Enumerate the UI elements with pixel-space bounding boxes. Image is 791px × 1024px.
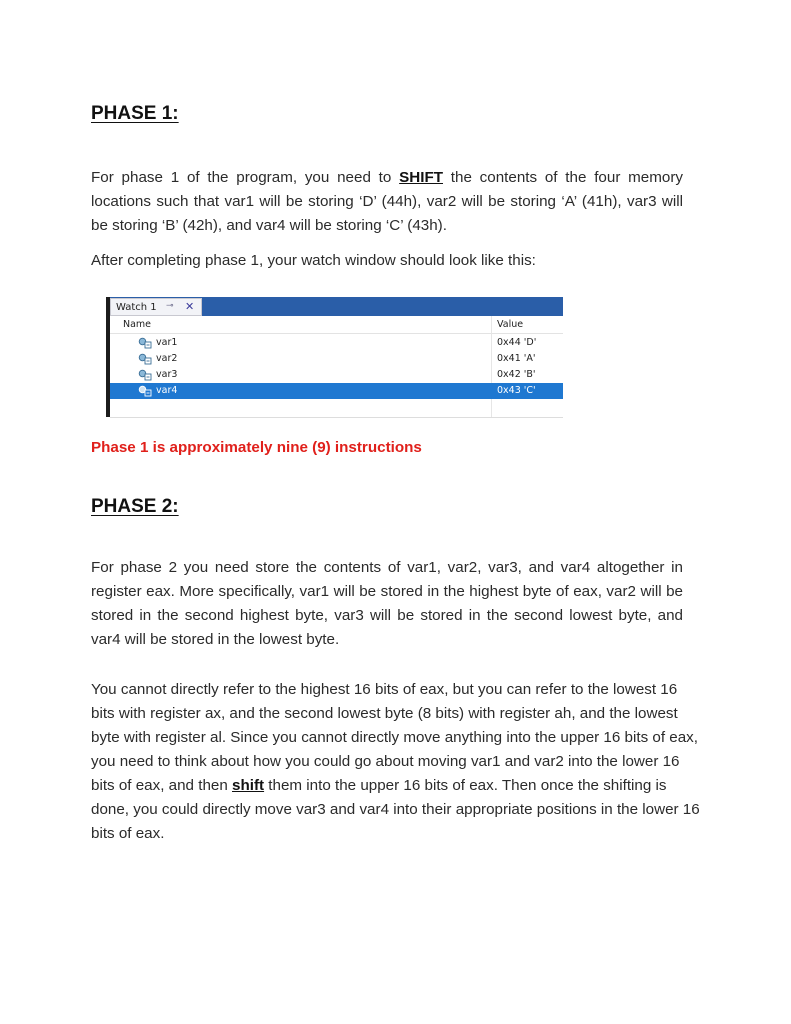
phase2-p2-text-b: them into the upper 16 bits of eax. Then once the shifting is done, you could directly move var3 and var4 into their appropriate positions in the lower 16 bits of eax. bbox=[91, 777, 700, 842]
variable-icon bbox=[138, 385, 152, 397]
watch-var-value: 0x43 'C' bbox=[497, 385, 536, 396]
phase2-paragraph-1: For phase 2 you need store the contents of var1, var2, var3, and var4 altogether in register eax. More specifically, var1 will be stored in the highest byte of eax, var2 will be stored in the second highest byte, var3 will be stored in the second lowest byte, and var4 will be stored in the lowest byte. bbox=[91, 559, 683, 648]
variable-icon bbox=[138, 353, 152, 365]
watch-var-value: 0x41 'A' bbox=[497, 353, 536, 364]
watch-row-var4-selected[interactable] bbox=[110, 383, 563, 399]
watch-var-value: 0x44 'D' bbox=[497, 337, 537, 348]
phase2-paragraph-2 bbox=[91, 678, 701, 846]
watch-row-var2[interactable] bbox=[110, 351, 563, 367]
watch-var-name: var1 bbox=[156, 337, 178, 348]
pin-icon[interactable]: ⊸ bbox=[166, 301, 174, 311]
watch-tab[interactable] bbox=[110, 298, 202, 316]
column-header-value[interactable]: Value bbox=[497, 319, 524, 330]
variable-icon bbox=[138, 369, 152, 381]
phase1-heading: PHASE 1: bbox=[91, 103, 179, 124]
phase1-instruction-count-note: Phase 1 is approximately nine (9) instructions bbox=[91, 439, 422, 456]
watch-var-value: 0x42 'B' bbox=[497, 369, 536, 380]
phase1-watch-intro: After completing phase 1, your watch window should look like this: bbox=[91, 252, 536, 269]
close-icon[interactable]: ✕ bbox=[185, 300, 195, 313]
variable-icon bbox=[138, 337, 152, 349]
phase2-shift-emphasis: shift bbox=[232, 777, 265, 794]
phase1-intro-text-b: the contents of the four memory locations such that var1 will be storing ‘D’ (44h), var2 will be storing ‘A’ (41h), var3 will be storing ‘B’ (42h), and var4 will be storing ‘C’ (43h). bbox=[91, 169, 684, 234]
watch-var-name: var4 bbox=[156, 385, 178, 396]
watch-window bbox=[106, 297, 563, 417]
watch-row-var3[interactable] bbox=[110, 367, 563, 383]
watch-grid bbox=[110, 316, 563, 418]
watch-var-name: var2 bbox=[156, 353, 178, 364]
phase2-heading: PHASE 2: bbox=[91, 496, 179, 517]
watch-header-row bbox=[110, 316, 563, 334]
watch-row-var1[interactable] bbox=[110, 335, 563, 351]
watch-var-name: var3 bbox=[156, 369, 178, 380]
phase2-p2-text-a: You cannot directly refer to the highest 16 bits of eax, but you can refer to the lowest 16 bits with register ax, and the second lowest byte (8 bits) with register ah, and the lowest byte with register al. Since you cannot directly move anything into the upper 16 bits of eax, you need to think about how you could go about moving var1 and var2 into the lower 16 bits of eax, and then bbox=[91, 681, 698, 794]
phase1-intro-paragraph bbox=[91, 166, 683, 238]
phase1-shift-emphasis: SHIFT bbox=[399, 169, 443, 186]
column-header-name[interactable]: Name bbox=[123, 319, 152, 330]
phase1-intro-text-a: For phase 1 of the program, you need to bbox=[91, 169, 400, 186]
watch-tab-title: Watch 1 bbox=[116, 302, 157, 313]
